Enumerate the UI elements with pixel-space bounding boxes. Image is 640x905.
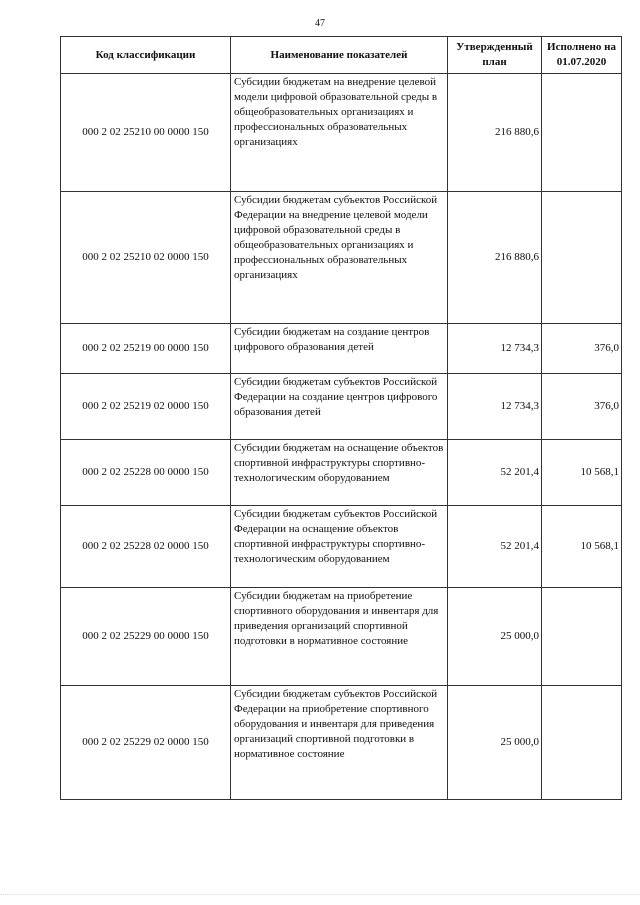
cell-name: Субсидии бюджетам субъектов Российской Федерации на приобретение спортивного оборудования и инвентаря для приведения организаций спортивной подготовки в нормативное состояние xyxy=(231,686,448,800)
table-row xyxy=(61,74,622,192)
cell-code: 000 2 02 25210 02 0000 150 xyxy=(61,192,231,324)
cell-executed: 10 568,1 xyxy=(542,440,622,506)
cell-code: 000 2 02 25228 00 0000 150 xyxy=(61,440,231,506)
cell-plan: 12 734,3 xyxy=(448,324,542,374)
cell-code: 000 2 02 25229 00 0000 150 xyxy=(61,588,231,686)
header-code: Код классификации xyxy=(61,37,231,74)
cell-name: Субсидии бюджетам субъектов Российской Федерации на создание центров цифрового образования детей xyxy=(231,374,448,440)
table-row xyxy=(61,324,622,374)
header-plan: Утвержденный план xyxy=(448,37,542,74)
cell-name: Субсидии бюджетам на приобретение спортивного оборудования и инвентаря для приведения организаций спортивной подготовки в нормативное состояние xyxy=(231,588,448,686)
cell-executed xyxy=(542,74,622,192)
budget-table xyxy=(60,36,622,800)
cell-plan: 25 000,0 xyxy=(448,686,542,800)
cell-executed: 376,0 xyxy=(542,374,622,440)
cell-name: Субсидии бюджетам на создание центров цифрового образования детей xyxy=(231,324,448,374)
table-row xyxy=(61,588,622,686)
cell-name: Субсидии бюджетам на оснащение объектов спортивной инфраструктуры спортивно-технологическим оборудованием xyxy=(231,440,448,506)
page-number: 47 xyxy=(315,18,325,29)
cell-executed: 376,0 xyxy=(542,324,622,374)
cell-code: 000 2 02 25219 02 0000 150 xyxy=(61,374,231,440)
cell-name: Субсидии бюджетам субъектов Российской Федерации на внедрение целевой модели цифровой образовательной среды в общеобразовательных организациях и профессиональных образовательных организациях xyxy=(231,192,448,324)
cell-name: Субсидии бюджетам субъектов Российской Федерации на оснащение объектов спортивной инфраструктуры спортивно-технологическим оборудованием xyxy=(231,506,448,588)
scan-footer-noise xyxy=(0,894,640,899)
cell-plan: 216 880,6 xyxy=(448,74,542,192)
table-row xyxy=(61,192,622,324)
cell-plan: 52 201,4 xyxy=(448,506,542,588)
table-header-row xyxy=(61,37,622,74)
cell-executed: 10 568,1 xyxy=(542,506,622,588)
cell-executed xyxy=(542,192,622,324)
cell-executed xyxy=(542,686,622,800)
table-row xyxy=(61,506,622,588)
cell-executed xyxy=(542,588,622,686)
cell-plan: 216 880,6 xyxy=(448,192,542,324)
table-row xyxy=(61,440,622,506)
cell-name: Субсидии бюджетам на внедрение целевой модели цифровой образовательной среды в общеобразовательных организациях и профессиональных образовательных организациях xyxy=(231,74,448,192)
header-executed: Исполнено на 01.07.2020 xyxy=(542,37,622,74)
header-name: Наименование показателей xyxy=(231,37,448,74)
cell-plan: 25 000,0 xyxy=(448,588,542,686)
cell-plan: 12 734,3 xyxy=(448,374,542,440)
table-row xyxy=(61,374,622,440)
cell-code: 000 2 02 25219 00 0000 150 xyxy=(61,324,231,374)
cell-code: 000 2 02 25229 02 0000 150 xyxy=(61,686,231,800)
cell-code: 000 2 02 25228 02 0000 150 xyxy=(61,506,231,588)
table-row xyxy=(61,686,622,800)
cell-code: 000 2 02 25210 00 0000 150 xyxy=(61,74,231,192)
cell-plan: 52 201,4 xyxy=(448,440,542,506)
